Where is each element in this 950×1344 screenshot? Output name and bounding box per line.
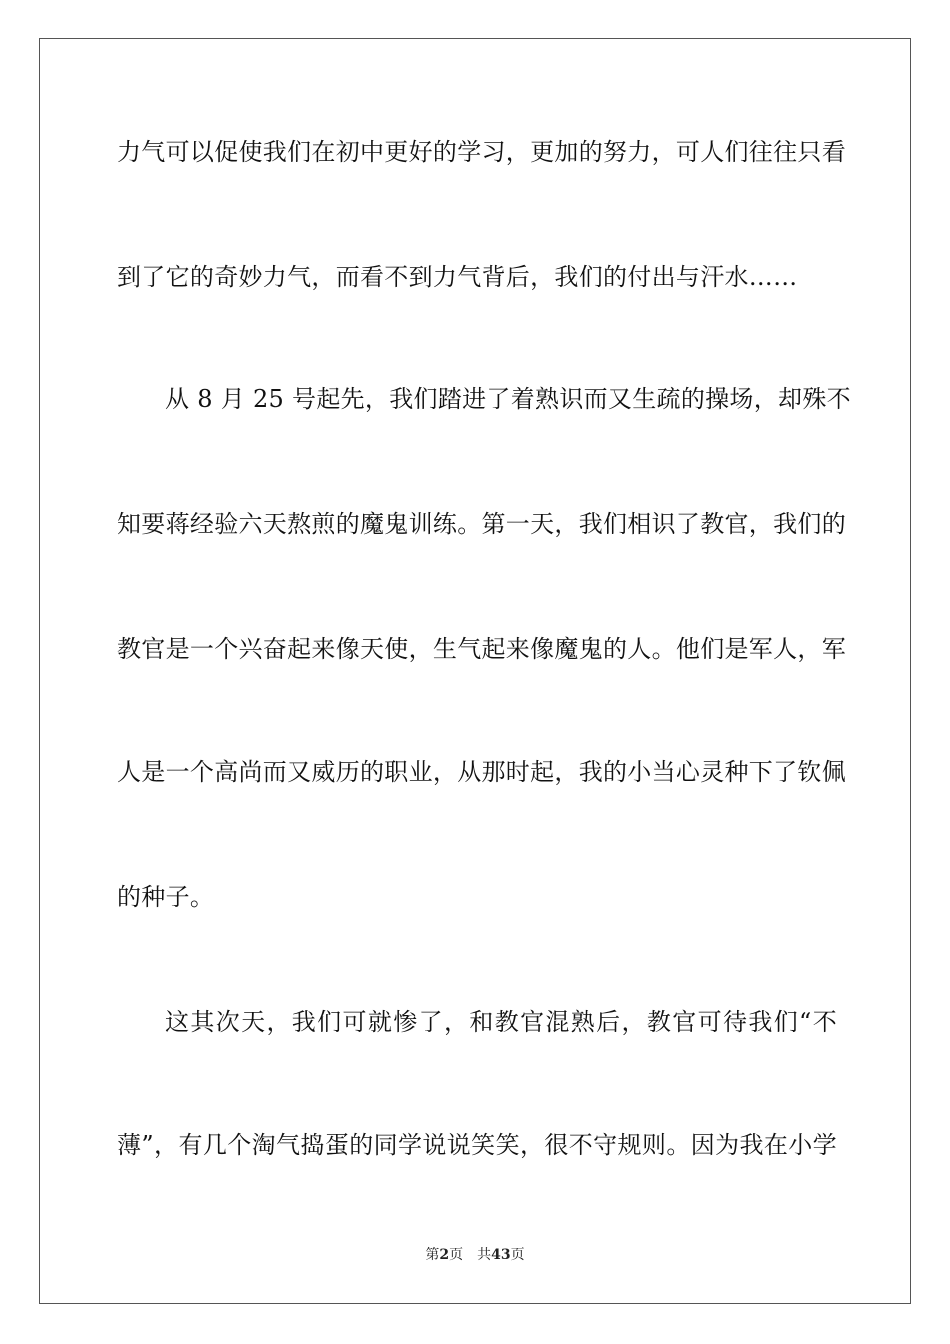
paragraph-line-5: 教官是一个兴奋起来像天使，生气起来像魔鬼的人。他们是军人，军 bbox=[117, 635, 846, 663]
paragraph-line-8: 这其次天，我们可就惨了，和教官混熟后，教官可待我们“不 bbox=[165, 1008, 837, 1036]
total-prefix: 共 bbox=[477, 1247, 492, 1263]
paragraph-line-6: 人是一个高尚而又威历的职业，从那时起，我的小当心灵种下了钦佩 bbox=[117, 758, 846, 786]
paragraph-line-1: 力气可以促使我们在初中更好的学习，更加的努力，可人们往往只看 bbox=[117, 138, 846, 166]
paragraph-line-7: 的种子。 bbox=[117, 883, 215, 911]
paragraph-line-2: 到了它的奇妙力气，而看不到力气背后，我们的付出与汗水…… bbox=[117, 263, 798, 291]
page-footer bbox=[0, 1245, 950, 1265]
page-prefix: 第 bbox=[425, 1247, 440, 1263]
total-pages-number: 43 bbox=[491, 1247, 511, 1263]
total-suffix: 页 bbox=[510, 1247, 525, 1263]
paragraph-line-4: 知要蒋经验六天熬煎的魔鬼训练。第一天，我们相识了教官，我们的 bbox=[117, 510, 846, 538]
page-suffix: 页 bbox=[449, 1247, 464, 1263]
paragraph-line-9: 薄”，有几个淘气捣蛋的同学说说笑笑，很不守规则。因为我在小学 bbox=[117, 1131, 837, 1159]
paragraph-line-3: 从 8 月 25 号起先，我们踏进了着熟识而又生疏的操场，却殊不 bbox=[165, 385, 851, 413]
page-border bbox=[39, 38, 911, 1304]
current-page-number: 2 bbox=[439, 1247, 450, 1263]
